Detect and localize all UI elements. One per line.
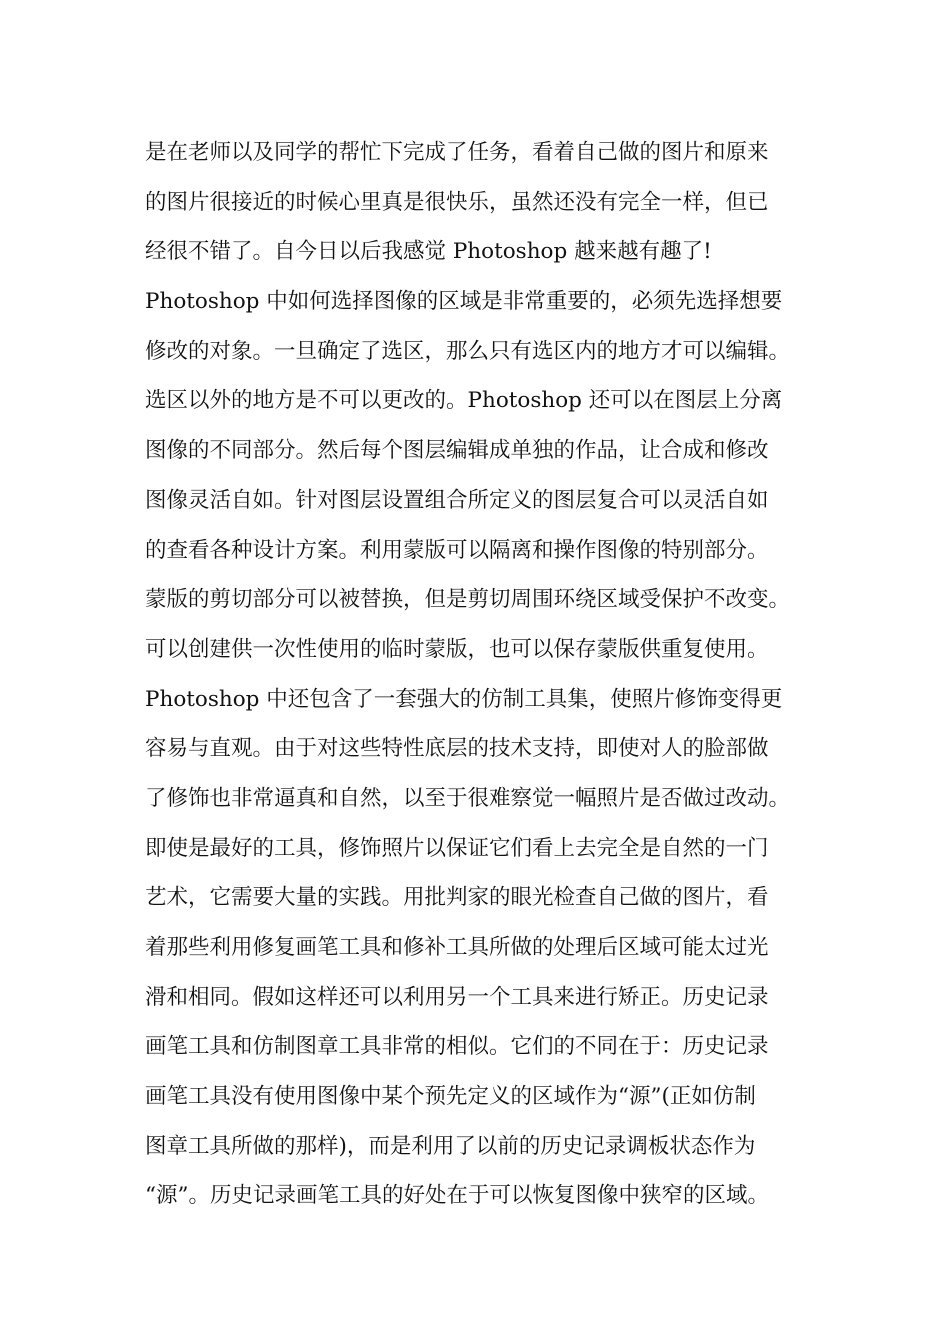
text-line-11: 可以创建供一次性使用的临时蒙版，也可以保存蒙版供重复使用。 [145,636,769,662]
text-line-6: 选区以外的地方是不可以更改的。Photoshop 还可以在图层上分离 [145,388,783,414]
text-line-2: 的图片很接近的时候心里真是很快乐，虽然还没有完全一样，但已 [145,189,769,215]
text-line-9: 的查看各种设计方案。利用蒙版可以隔离和操作图像的特别部分。 [145,537,769,563]
text-line-17: 着那些利用修复画笔工具和修补工具所做的处理后区域可能太过光 [145,935,769,960]
text-line-16: 艺术，它需要大量的实践。用批判家的眼光检查自己做的图片，看 [145,885,769,911]
text-line-22: “源”。历史记录画笔工具的好处在于可以恢复图像中狭窄的区域。 [145,1183,769,1209]
text-line-21: 图章工具所做的那样)，而是利用了以前的历史记录调板状态作为 [145,1133,756,1159]
text-line-19: 画笔工具和仿制图章工具非常的相似。它们的不同在于：历史记录 [145,1034,769,1060]
text-line-13: 容易与直观。由于对这些特性底层的技术支持，即使对人的脸部做 [145,736,769,762]
text-line-3: 经很不错了。自今日以后我感觉 Photoshop 越来越有趣了! [145,239,712,265]
text-line-20: 画笔工具没有使用图像中某个预先定义的区域作为“源”(正如仿制 [145,1084,756,1110]
text-line-14: 了修饰也非常逼真和自然，以至于很难察觉一幅照片是否做过改动。 [145,785,791,811]
text-line-12: Photoshop 中还包含了一套强大的仿制工具集，使照片修饰变得更 [145,686,783,712]
text-line-5: 修改的对象。一旦确定了选区，那么只有选区内的地方才可以编辑。 [145,338,791,364]
text-line-4: Photoshop 中如何选择图像的区域是非常重要的，必须先选择想要 [145,289,783,315]
body-text [145,128,815,1221]
text-line-10: 蒙版的剪切部分可以被替换，但是剪切周围环绕区域受保护不改变。 [145,587,791,613]
text-line-7: 图像的不同部分。然后每个图层编辑成单独的作品，让合成和修改 [145,438,769,464]
text-line-18: 滑和相同。假如这样还可以利用另一个工具来进行矫正。历史记录 [145,984,769,1010]
text-line-1: 是在老师以及同学的帮忙下完成了任务，看着自己做的图片和原来 [145,140,769,165]
text-line-15: 即使是最好的工具，修饰照片以保证它们看上去完全是自然的一门 [145,835,769,861]
text-line-8: 图像灵活自如。针对图层设置组合所定义的图层复合可以灵活自如 [145,487,769,513]
